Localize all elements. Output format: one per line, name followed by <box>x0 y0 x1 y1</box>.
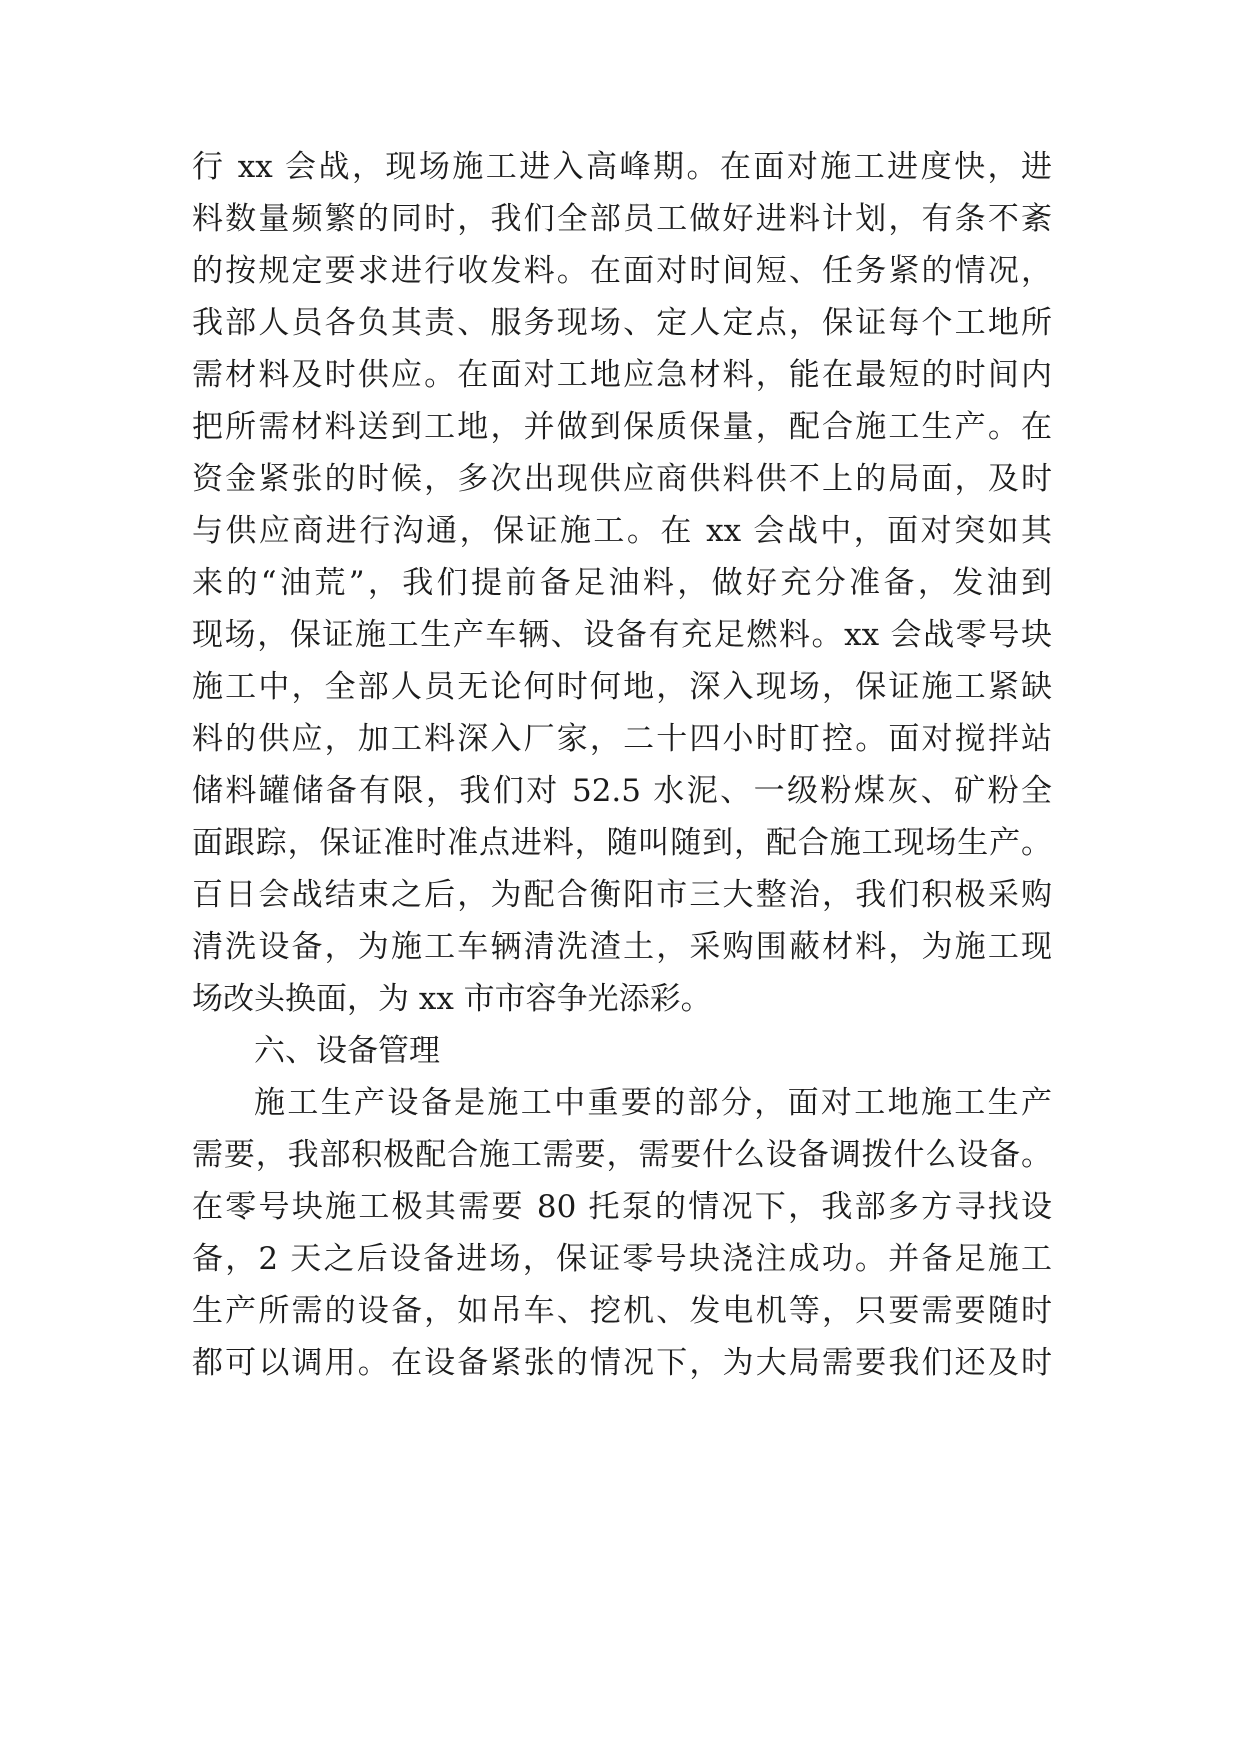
section-heading: 六、设备管理 <box>254 1033 440 1069</box>
paragraph-line: 清洗设备，为施工车辆清洗渣土，采购围蔽材料，为施工现 <box>192 929 1052 965</box>
paragraph-line: 施工中，全部人员无论何时何地，深入现场，保证施工紧缺 <box>192 669 1052 705</box>
paragraph-line: 备，2 天之后设备进场，保证零号块浇注成功。并备足施工 <box>192 1241 1052 1277</box>
paragraph-line: 场改头换面，为 xx 市市容争光添彩。 <box>192 981 712 1017</box>
paragraph-line: 施工生产设备是施工中重要的部分，面对工地施工生产 <box>254 1085 1052 1121</box>
paragraph-line: 料数量频繁的同时，我们全部员工做好进料计划，有条不紊 <box>192 201 1052 237</box>
paragraph-line: 在零号块施工极其需要 80 托泵的情况下，我部多方寻找设 <box>192 1189 1052 1225</box>
paragraph-line: 都可以调用。在设备紧张的情况下，为大局需要我们还及时 <box>192 1345 1052 1381</box>
paragraph-line: 生产所需的设备，如吊车、挖机、发电机等，只要需要随时 <box>192 1293 1052 1329</box>
paragraph-line: 储料罐储备有限，我们对 52.5 水泥、一级粉煤灰、矿粉全 <box>192 773 1052 809</box>
paragraph-line: 现场，保证施工生产车辆、设备有充足燃料。xx 会战零号块 <box>192 617 1052 653</box>
paragraph-line: 面跟踪，保证准时准点进料，随叫随到，配合施工现场生产。 <box>192 825 1052 861</box>
paragraph-line: 的按规定要求进行收发料。在面对时间短、任务紧的情况， <box>192 253 1052 289</box>
paragraph-line: 百日会战结束之后，为配合衡阳市三大整治，我们积极采购 <box>192 877 1052 913</box>
paragraph-line: 行 xx 会战，现场施工进入高峰期。在面对施工进度快，进 <box>192 149 1052 185</box>
paragraph-line: 把所需材料送到工地，并做到保质保量，配合施工生产。在 <box>192 409 1052 445</box>
paragraph-line: 我部人员各负其责、服务现场、定人定点，保证每个工地所 <box>192 305 1052 341</box>
paragraph-line: 需要，我部积极配合施工需要，需要什么设备调拨什么设备。 <box>192 1137 1052 1173</box>
paragraph-line: 料的供应，加工料深入厂家，二十四小时盯控。面对搅拌站 <box>192 721 1052 757</box>
paragraph-line: 资金紧张的时候，多次出现供应商供料供不上的局面，及时 <box>192 461 1052 497</box>
paragraph-line: 来的“油荒”，我们提前备足油料，做好充分准备，发油到 <box>192 565 1052 601</box>
paragraph-line: 需材料及时供应。在面对工地应急材料，能在最短的时间内 <box>192 357 1052 393</box>
paragraph-line: 与供应商进行沟通，保证施工。在 xx 会战中，面对突如其 <box>192 513 1052 549</box>
